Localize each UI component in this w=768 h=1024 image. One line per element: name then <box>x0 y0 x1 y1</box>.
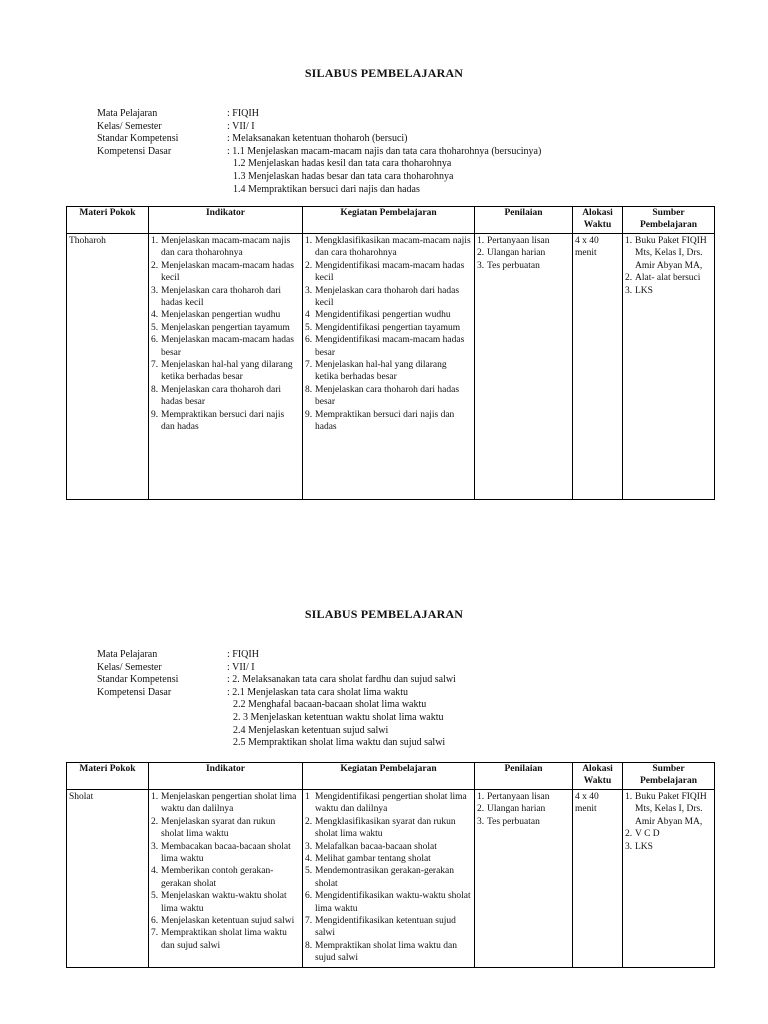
list-item <box>305 841 472 853</box>
list-item-text: Pertanyaan lisan <box>487 236 550 246</box>
list-item <box>625 791 712 828</box>
list-item-number: 6. <box>151 335 159 346</box>
list-item-number: 3. <box>305 285 313 296</box>
list-item-number: 1. <box>151 236 159 246</box>
cell-materi: Thoharoh <box>67 234 149 500</box>
list-item-text: Menjelaskan pengertian tayamum <box>161 322 290 333</box>
list-item-number: 7. <box>151 360 159 371</box>
list-item-text: Mengklasifikasikan macam-macam najis dan cara thoharohnya <box>315 236 471 259</box>
list-item-number: 1 <box>305 792 310 802</box>
meta-row-basic-competence <box>97 146 541 159</box>
list-item <box>305 322 472 334</box>
list-item <box>305 384 472 409</box>
list-item-text: Melihat gambar tentang sholat <box>315 854 431 865</box>
header-penilaian: Penilaian <box>475 763 573 790</box>
meta-label: Kelas/ Semester <box>97 661 162 673</box>
kd-item: 2.5 Mempraktikan sholat lima waktu dan sujud salwi <box>233 737 446 749</box>
meta-value: : VII/ I <box>227 661 255 673</box>
meta-row-class <box>97 121 541 134</box>
list-item <box>151 890 300 915</box>
list-item-number: 5. <box>151 322 159 333</box>
sumber-list <box>625 791 712 853</box>
list-item <box>151 235 300 260</box>
list-item <box>305 334 472 359</box>
header-alokasi: Alokasi Waktu <box>573 763 623 790</box>
list-item-text: Menjelaskan pengertian wudhu <box>161 310 281 321</box>
syllabus-meta-2 <box>97 649 456 750</box>
syllabus-title-1: SILABUS PEMBELAJARAN <box>304 66 464 80</box>
list-item-text: Mempraktikan bersuci dari najis dan hadas <box>315 409 455 433</box>
list-item-number: 2. <box>477 804 485 815</box>
list-item <box>477 235 570 247</box>
cell-kegiatan <box>303 790 475 968</box>
meta-label: Standar Kompetensi <box>97 133 179 145</box>
list-item <box>151 260 300 285</box>
sumber-list <box>625 235 712 297</box>
kd-item: 1.2 Menjelaskan hadas kesil dan tata cara thoharohnya <box>233 158 452 170</box>
list-item-text: Mengidentifikasi pengertian wudhu <box>315 310 451 321</box>
list-item <box>305 359 472 384</box>
list-item <box>151 816 300 841</box>
list-item-number: 4. <box>151 310 159 321</box>
table-row <box>67 234 715 500</box>
list-item-number: 6. <box>151 916 159 927</box>
list-item-number: 8. <box>305 384 313 395</box>
meta-value: : Melaksanakan ketentuan thoharoh (bersuci) <box>227 133 408 145</box>
list-item-text: Mengidentifikasi pengertian sholat lima waktu dan dalilnya <box>315 792 467 815</box>
list-item-text: Menjelaskan macam-macam hadas kecil <box>161 260 294 284</box>
list-item <box>151 865 300 890</box>
list-item-text: Mengidentifikasi pengertian tayamum <box>315 322 461 333</box>
header-materi: Materi Pokok <box>67 763 149 790</box>
list-item-text: Tes perbuatan <box>487 260 540 271</box>
list-item-text: LKS <box>635 285 653 296</box>
list-item-number: 7. <box>305 360 313 371</box>
list-item-number: 3. <box>477 816 485 827</box>
header-indikator: Indikator <box>149 763 303 790</box>
list-item-text: Mengidentifikasikan ketentuan sujud salwi <box>315 916 456 939</box>
syllabus-table-2 <box>66 762 715 968</box>
list-item-number: 3. <box>305 841 313 852</box>
list-item-number: 9. <box>151 409 159 420</box>
list-item-number: 7. <box>305 916 313 927</box>
meta-row-kd-more <box>97 737 456 750</box>
list-item-text: LKS <box>635 841 653 852</box>
meta-row-class <box>97 662 456 675</box>
list-item <box>151 334 300 359</box>
list-item <box>625 828 712 840</box>
list-item-text: Membacakan bacaa-bacaan sholat lima waktu <box>161 841 291 865</box>
kd-item: 2. 3 Menjelaskan ketentuan waktu sholat lima waktu <box>233 711 444 723</box>
list-item-text: Menjelaskan cara thoharoh dari hadas kecil <box>161 285 282 309</box>
list-item-text: Melafalkan bacaa-bacaan sholat <box>315 841 437 852</box>
table-header-row <box>67 207 715 234</box>
kd-item: 2.4 Menjelaskan ketentuan sujud salwi <box>233 724 389 736</box>
list-item <box>151 309 300 321</box>
list-item <box>305 940 472 965</box>
list-item <box>151 384 300 409</box>
list-item <box>305 890 472 915</box>
list-item <box>305 260 472 285</box>
list-item-text: Menjelaskan cara thoharoh dari hadas besar <box>161 384 282 408</box>
list-item-number: 9. <box>305 409 313 420</box>
list-item-text: Buku Paket FIQIH Mts, Kelas I, Drs. Amir Abyan MA, <box>635 236 707 271</box>
list-item-text: Menjelaskan hal-hal yang dilarang ketika berhadas besar <box>315 360 447 383</box>
list-item-number: 6. <box>305 891 313 902</box>
list-item-number: 1. <box>625 236 633 246</box>
header-indikator: Indikator <box>149 207 303 234</box>
meta-value: : FIQIH <box>227 108 259 119</box>
list-item <box>305 235 472 260</box>
list-item <box>625 235 712 272</box>
list-item-text: Mendemontrasikan gerakan-gerakan sholat <box>315 866 455 889</box>
list-item-text: Mengklasifikasikan syarat dan rukun sholat lima waktu <box>315 816 456 840</box>
list-item-text: Mengidentifikasikan waktu-waktu sholat lima waktu <box>315 891 471 914</box>
kd-item: 1.3 Menjelaskan hadas besar dan tata cara thoharohnya <box>233 170 454 182</box>
meta-label: Mata Pelajaran <box>97 108 158 119</box>
list-item-number: 2. <box>305 816 313 827</box>
meta-row-kd-more <box>97 184 541 197</box>
list-item-number: 4. <box>305 854 313 865</box>
list-item-number: 4. <box>151 866 159 877</box>
cell-indikator <box>149 234 303 500</box>
list-item-text: Mengidentifikasi macam-macam hadas besar <box>315 335 465 358</box>
list-item-number: 1. <box>477 236 485 246</box>
meta-label: Kompetensi Dasar <box>97 686 172 698</box>
list-item-number: 3. <box>477 260 485 271</box>
list-item <box>151 359 300 384</box>
indikator-list <box>151 791 300 952</box>
meta-row-standard <box>97 674 456 687</box>
cell-penilaian <box>475 234 573 500</box>
cell-indikator <box>149 790 303 968</box>
meta-label: Kompetensi Dasar <box>97 145 172 157</box>
cell-alokasi: 4 x 40 menit <box>573 790 623 968</box>
syllabus-title-2: SILABUS PEMBELAJARAN <box>304 607 464 621</box>
list-item <box>305 865 472 890</box>
list-item <box>151 927 300 952</box>
list-item <box>477 816 570 828</box>
list-item <box>305 791 472 816</box>
kd-item: 1.4 Mempraktikan bersuci dari najis dan hadas <box>233 183 420 195</box>
list-item-text: Menjelaskan waktu-waktu sholat lima waktu <box>161 891 287 914</box>
list-item-text: Mengidentifikasi macam-macam hadas kecil <box>315 260 465 284</box>
list-item-text: Menjelaskan ketentuan sujud salwi <box>161 916 295 927</box>
list-item-number: 1. <box>477 792 485 802</box>
list-item-text: Mempraktikan sholat lima waktu dan sujud salwi <box>161 928 287 951</box>
list-item-number: 3. <box>151 285 159 296</box>
list-item-number: 2. <box>625 829 633 840</box>
cell-materi: Sholat <box>67 790 149 968</box>
syllabus-table-1 <box>66 206 715 500</box>
list-item <box>151 915 300 927</box>
list-item-text: Menjelaskan syarat dan rukun sholat lima waktu <box>161 816 276 840</box>
header-sumber: Sumber Pembelajaran <box>623 207 715 234</box>
list-item-text: Menjelaskan macam-macam najis dan cara thoharohnya <box>161 236 291 259</box>
list-item <box>305 853 472 865</box>
list-item-text: Menjelaskan hal-hal yang dilarang ketika berhadas besar <box>161 360 293 383</box>
header-alokasi: Alokasi Waktu <box>573 207 623 234</box>
list-item-number: 6. <box>305 335 313 346</box>
header-sumber: Sumber Pembelajaran <box>623 763 715 790</box>
list-item-number: 5. <box>305 866 313 877</box>
list-item-number: 7. <box>151 928 159 939</box>
header-materi: Materi Pokok <box>67 207 149 234</box>
list-item-text: Memberikan contoh gerakan-gerakan sholat <box>161 866 274 889</box>
list-item-text: Ulangan harian <box>487 804 546 815</box>
meta-value: : 2.1 Menjelaskan tata cara sholat lima waktu <box>227 686 409 698</box>
list-item-text: Alat- alat bersuci <box>635 273 701 284</box>
list-item <box>477 791 570 803</box>
list-item-number: 2. <box>305 260 313 271</box>
cell-penilaian <box>475 790 573 968</box>
list-item-number: 1. <box>151 792 159 802</box>
list-item-text: Menjelaskan cara thoharoh dari hadas besar <box>315 384 460 408</box>
list-item <box>305 915 472 940</box>
syllabus-meta-1 <box>97 108 541 196</box>
meta-value: : FIQIH <box>227 649 259 660</box>
meta-label: Kelas/ Semester <box>97 120 162 132</box>
header-penilaian: Penilaian <box>475 207 573 234</box>
list-item-text: Menjelaskan macam-macam hadas besar <box>161 335 294 358</box>
meta-row-basic-competence <box>97 687 456 700</box>
meta-row-kd-more <box>97 158 541 171</box>
meta-row-standard <box>97 133 541 146</box>
list-item-number: 5. <box>151 891 159 902</box>
list-item <box>477 260 570 272</box>
meta-row-kd-more <box>97 712 456 725</box>
list-item-number: 2. <box>151 816 159 827</box>
list-item-text: Pertanyaan lisan <box>487 792 550 802</box>
cell-alokasi: 4 x 40 menit <box>573 234 623 500</box>
list-item <box>305 309 472 321</box>
table-row <box>67 790 715 968</box>
table-header-row <box>67 763 715 790</box>
list-item-number: 2. <box>151 260 159 271</box>
list-item-number: 1. <box>625 792 633 802</box>
list-item <box>625 841 712 853</box>
cell-kegiatan <box>303 234 475 500</box>
list-item-text: Mempraktikan bersuci dari najis dan hadas <box>161 409 285 433</box>
list-item <box>151 285 300 310</box>
penilaian-list <box>477 235 570 272</box>
list-item-number: 8. <box>305 940 313 951</box>
meta-value: : 2. Melaksanakan tata cara sholat fardhu dan sujud salwi <box>227 674 456 686</box>
list-item-number: 1. <box>305 236 313 246</box>
list-item-number: 8. <box>151 384 159 395</box>
indikator-list <box>151 235 300 434</box>
list-item-number: 3. <box>625 285 633 296</box>
meta-row-kd-more <box>97 725 456 738</box>
list-item <box>305 816 472 841</box>
meta-value: : 1.1 Menjelaskan macam-macam najis dan tata cara thoharohnya (bersucinya) <box>227 145 542 157</box>
list-item-text: Buku Paket FIQIH Mts, Kelas I, Drs. Amir Abyan MA, <box>635 792 707 827</box>
list-item <box>305 409 472 434</box>
meta-row-kd-more <box>97 699 456 712</box>
list-item-number: 3. <box>151 841 159 852</box>
list-item <box>477 803 570 815</box>
list-item-text: Ulangan harian <box>487 248 546 259</box>
list-item-number: 2. <box>625 273 633 284</box>
meta-row-subject <box>97 108 541 121</box>
list-item <box>151 322 300 334</box>
meta-row-kd-more <box>97 171 541 184</box>
list-item-number: 3. <box>625 841 633 852</box>
list-item <box>477 247 570 259</box>
meta-value: : VII/ I <box>227 120 255 132</box>
list-item <box>151 409 300 434</box>
list-item <box>625 272 712 284</box>
kd-item: 2.2 Menghafal bacaan-bacaan sholat lima waktu <box>233 699 427 711</box>
list-item-number: 4 <box>305 310 310 321</box>
list-item <box>151 791 300 816</box>
header-kegiatan: Kegiatan Pembelajaran <box>303 763 475 790</box>
list-item-text: V C D <box>635 829 660 840</box>
kegiatan-list <box>305 791 472 965</box>
list-item-number: 2. <box>477 248 485 259</box>
list-item-number: 5. <box>305 322 313 333</box>
list-item-text: Mempraktikan sholat lima waktu dan sujud salwi <box>315 940 457 964</box>
meta-row-subject <box>97 649 456 662</box>
list-item <box>305 285 472 310</box>
cell-sumber <box>623 234 715 500</box>
list-item-text: Tes perbuatan <box>487 816 540 827</box>
list-item-text: Menjelaskan pengertian sholat lima waktu dan dalilnya <box>161 792 297 815</box>
list-item-text: Menjelaskan cara thoharoh dari hadas kecil <box>315 285 460 309</box>
list-item <box>625 285 712 297</box>
cell-sumber <box>623 790 715 968</box>
meta-label: Mata Pelajaran <box>97 649 158 660</box>
kegiatan-list <box>305 235 472 434</box>
penilaian-list <box>477 791 570 828</box>
meta-label: Standar Kompetensi <box>97 674 179 686</box>
header-kegiatan: Kegiatan Pembelajaran <box>303 207 475 234</box>
list-item <box>151 841 300 866</box>
